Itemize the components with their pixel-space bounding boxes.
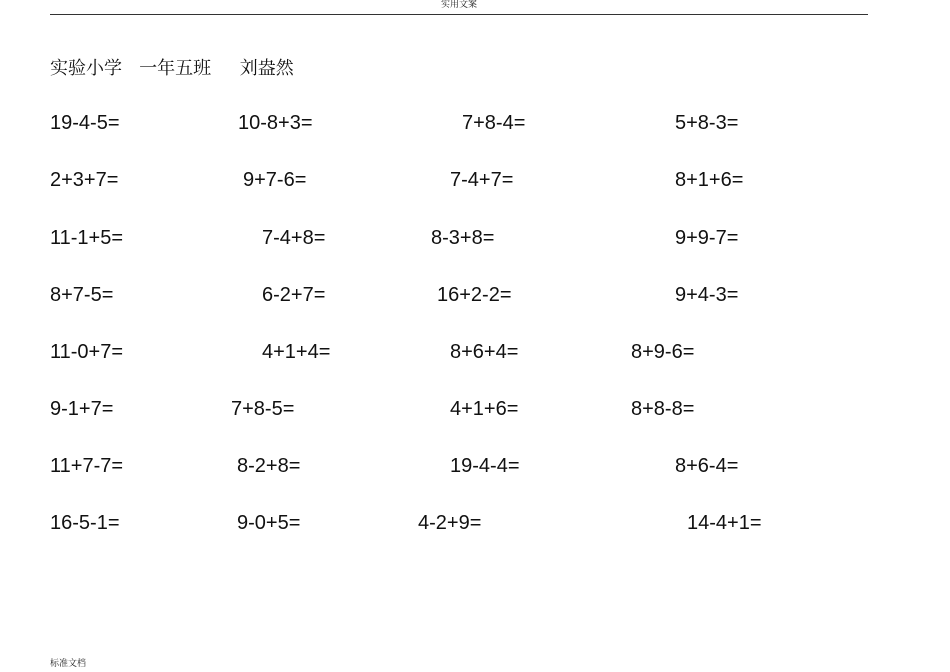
exercise: 8-2+8= xyxy=(237,455,301,477)
exercise: 9-1+7= xyxy=(50,398,114,420)
exercise: 8+9-6= xyxy=(631,341,695,363)
exercise: 9-0+5= xyxy=(237,512,301,534)
exercise: 2+3+7= xyxy=(50,169,119,191)
school-name: 实验小学 xyxy=(50,58,122,79)
exercise: 4-2+9= xyxy=(418,512,482,534)
header-divider xyxy=(50,14,868,15)
exercise: 4+1+4= xyxy=(262,341,331,363)
exercise: 11-0+7= xyxy=(50,341,124,363)
exercise: 14-4+1= xyxy=(687,512,762,534)
exercise: 16-5-1= xyxy=(50,512,120,534)
exercise: 16+2-2= xyxy=(437,284,512,306)
page-footer: 标准文档 xyxy=(50,659,87,669)
exercise: 8+1+6= xyxy=(675,169,744,191)
exercise: 8+7-5= xyxy=(50,284,114,306)
exercise: 6-2+7= xyxy=(262,284,326,306)
exercise: 8+6+4= xyxy=(450,341,519,363)
exercise: 9+4-3= xyxy=(675,284,739,306)
worksheet-title xyxy=(50,57,294,81)
exercise: 8-3+8= xyxy=(431,227,495,249)
class-name: 一年五班 xyxy=(139,58,212,79)
exercise: 7-4+8= xyxy=(262,227,326,249)
exercise: 10-8+3= xyxy=(238,112,313,134)
student-name: 刘盎然 xyxy=(239,58,294,79)
exercise: 9+7-6= xyxy=(243,169,307,191)
exercise: 11-1+5= xyxy=(50,227,124,249)
exercise: 7+8-5= xyxy=(231,398,295,420)
page-header xyxy=(0,0,950,14)
exercise: 7-4+7= xyxy=(450,169,514,191)
exercise: 5+8-3= xyxy=(675,112,739,134)
exercise: 7+8-4= xyxy=(462,112,526,134)
exercise: 9+9-7= xyxy=(675,227,739,249)
exercise: 11+7-7= xyxy=(50,455,124,477)
exercise: 19-4-5= xyxy=(50,112,120,134)
header-text: 实用文案 xyxy=(440,0,477,10)
exercise: 19-4-4= xyxy=(450,455,520,477)
exercise: 8+6-4= xyxy=(675,455,739,477)
exercise: 8+8-8= xyxy=(631,398,695,420)
exercise: 4+1+6= xyxy=(450,398,519,420)
